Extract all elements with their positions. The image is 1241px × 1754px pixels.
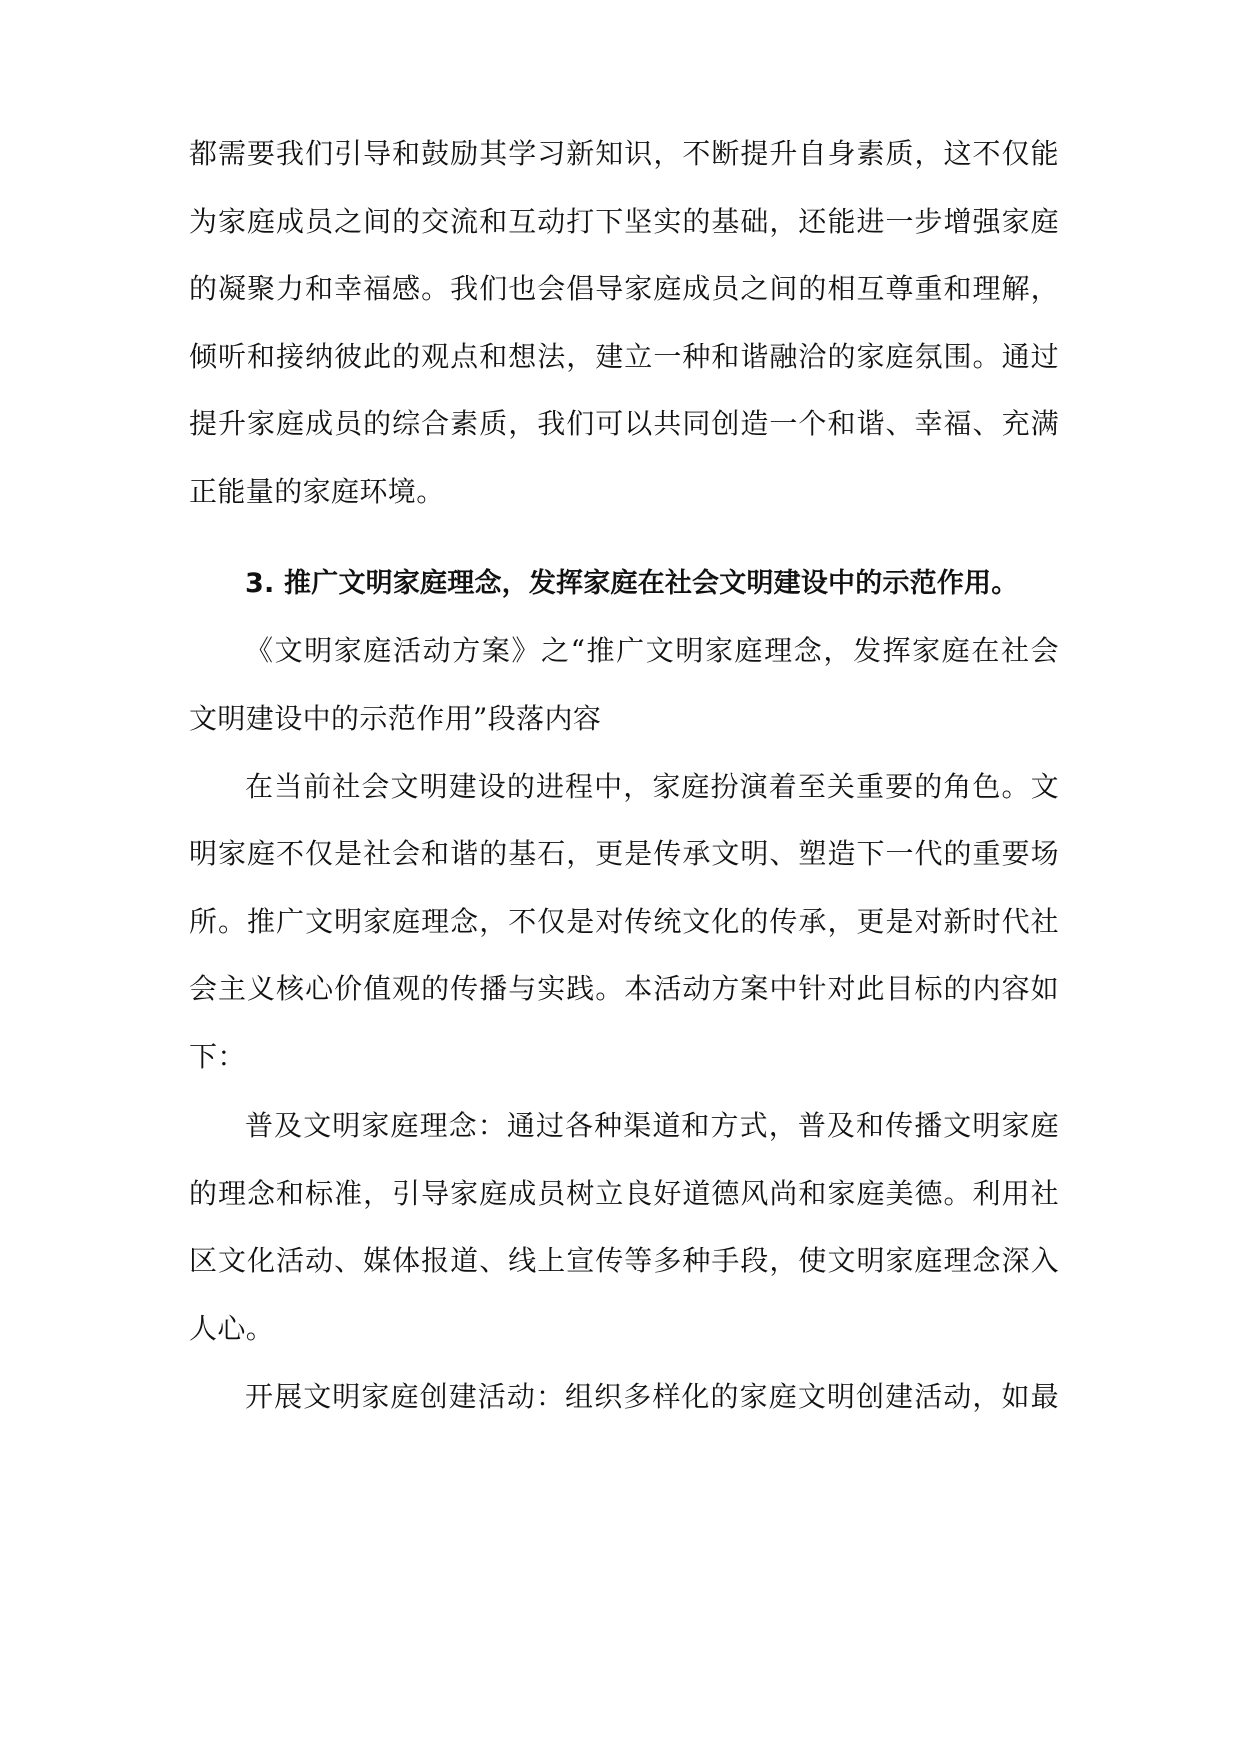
continuation-line-3: 的凝聚力和幸福感。我们也会倡导家庭成员之间的相互尊重和理解， [189, 272, 1059, 305]
intro-line-2: 文明建设中的示范作用”段落内容 [189, 702, 602, 735]
paragraph-1-line-1: 在当前社会文明建设的进程中，家庭扮演着至关重要的角色。文 [245, 770, 1059, 803]
paragraph-2-line-1: 普及文明家庭理念：通过各种渠道和方式，普及和传播文明家庭 [245, 1109, 1059, 1142]
section-heading: 3. 推广文明家庭理念，发挥家庭在社会文明建设中的示范作用。 [245, 568, 1019, 599]
paragraph-2-line-3: 区文化活动、媒体报道、线上宣传等多种手段，使文明家庭理念深入 [189, 1244, 1059, 1277]
intro-line-1: 《文明家庭活动方案》之“推广文明家庭理念，发挥家庭在社会 [245, 634, 1059, 667]
paragraph-1-line-3: 所。推广文明家庭理念，不仅是对传统文化的传承，更是对新时代社 [189, 905, 1059, 938]
continuation-line-4: 倾听和接纳彼此的观点和想法，建立一种和谐融洽的家庭氛围。通过 [189, 340, 1059, 373]
paragraph-2-line-4: 人心。 [189, 1312, 275, 1345]
paragraph-3-line-1: 开展文明家庭创建活动：组织多样化的家庭文明创建活动，如最 [245, 1380, 1059, 1413]
continuation-line-2: 为家庭成员之间的交流和互动打下坚实的基础，还能进一步增强家庭 [189, 205, 1059, 238]
continuation-line-1: 都需要我们引导和鼓励其学习新知识，不断提升自身素质，这不仅能 [189, 137, 1059, 170]
paragraph-1-line-5: 下： [189, 1040, 246, 1073]
continuation-line-6: 正能量的家庭环境。 [189, 475, 445, 508]
paragraph-1-line-2: 明家庭不仅是社会和谐的基石，更是传承文明、塑造下一代的重要场 [189, 837, 1059, 870]
paragraph-2-line-2: 的理念和标准，引导家庭成员树立良好道德风尚和家庭美德。利用社 [189, 1177, 1059, 1210]
paragraph-1-line-4: 会主义核心价值观的传播与实践。本活动方案中针对此目标的内容如 [189, 972, 1059, 1005]
continuation-line-5: 提升家庭成员的综合素质，我们可以共同创造一个和谐、幸福、充满 [189, 407, 1059, 440]
